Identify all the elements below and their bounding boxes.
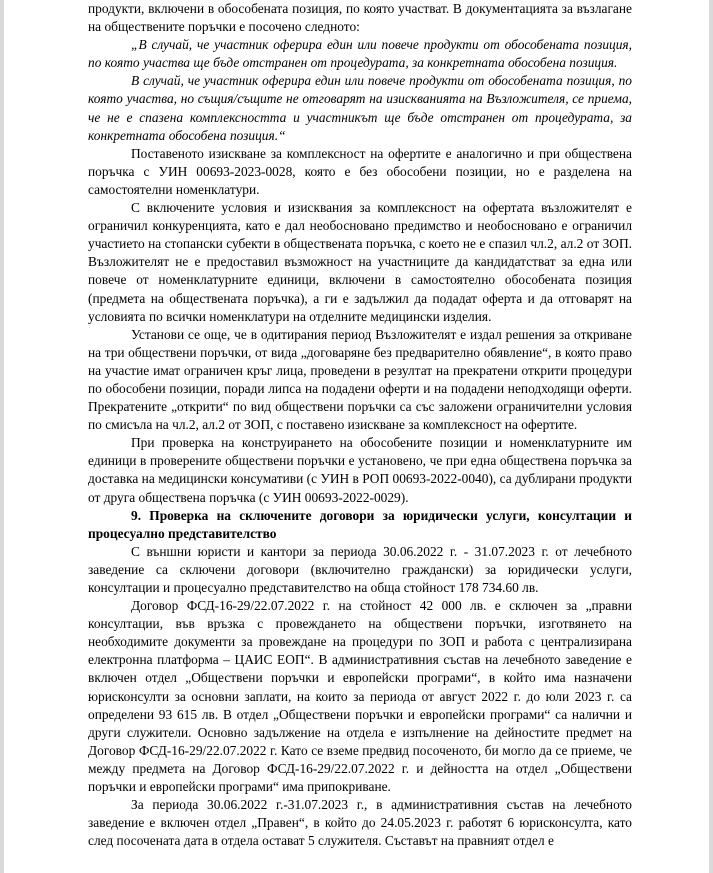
paragraph-external-lawyers: С външни юристи и кантори за периода 30.06.2022 г. - 31.07.2023 г. от лечебното заведение са сключени договори (включително граждански) за юридически услуги, консултации и процесуално представителство на обща стойност 178 734.60 лв. [88, 543, 632, 595]
paragraph-duplicated-products: При проверка на конструирането на обособените позиции и номенклатурните им единици в проверените обществени поръчки е установено, че при една обществена поръчка за доставка на медицински консумативи (с УИН в РОП 00693-2022-0040), са дублирани продукти от друга обществена поръчка (с УИН 00693-2022-0029). [88, 435, 633, 505]
paragraph-restricted-competition: С включените условия и изисквания за комплексност на офертата възложителят е ограничил конкуренцията, като е дал необосновано предимство и необосновано е ограничил участието на стопански субекти в обществената поръчка, с което не е спазил чл.2, ал.2 от ЗОП. Възложителят не е предоставил възможност на участниците да кандидатстват за една или повече от номенклатурните единици, включени в самостоятелно обособената позиция (предмета на обществената поръчка), а ги е задължил да подадат оферта и да отговарят на условията по всички номенклатури на отделните медицински изделия. [88, 200, 632, 324]
document-page [88, 0, 632, 850]
quoted-requirement-1: „В случай, че участник оферира един или повече продукти от обособената позиция, по която участва ще бъде отстранен от процедурата, за конкретната обособена позиция. [88, 37, 632, 71]
paragraph-legal-department: За периода 30.06.2022 г.-31.07.2023 г., в административния състав на лечебното заведение е включен отдел „Правен“, в който до 24.05.2023 г. работят 6 юрисконсулта, като след посочената дата в отдела остават 5 служителя. Съставът на правният отдел е [88, 797, 632, 849]
paragraph-negotiated-procedures: Установи се още, че в одитирания период Възложителят е издал решения за откриване на три обществени поръчки, от вида „договаряне без предварително обявление“, в която право на участие имат ограничен кръг лица, проведени в резултат на прекратени открити процедури по обособени позиции, поради липса на подадени оферти и на подадени неподходящи оферти. Прекратените „открити“ по вид обществени поръчки са със заложени ограничителни условия по смисъла на чл.2, ал.2 от ЗОП, с поставено изискване за комплексност на офертите. [88, 326, 632, 433]
paragraph-complexity-requirement: Поставеното изискване за комплексност на офертите е аналогично и при обществена поръчка с УИН 00693-2023-0028, която е без обособени позиции, но е разделена на самостоятелни номенклатури. [88, 145, 632, 197]
section-heading-9: 9. Проверка на сключените договори за юридически услуги, консултации и процесуално представителство [88, 507, 632, 541]
paragraph-contract-fsd: Договор ФСД-16-29/22.07.2022 г. на стойност 42 000 лв. е сключен за „правни консултации, във връзка с провеждането на обществени поръчки, изготвянето на необходимите документи за провеждане на процедури по ЗОП и работа с централизирана електронна платформа – ЦАИС ЕОП“. В административния състав на лечебното заведение е включен отдел „Обществени поръчки и европейски програми“, в който има назначени юрисконсулти за основни заплати, на които за периода от август 2022 г. до юли 2023 г. са определени 93 615 лв. В отдел „Обществени поръчки и европейски програми“ са налични и други служители. Основно задължение на отдела е изпълнение на дейностите предмет на Договор ФСД-16-29/22.07.2022 г. Като се вземе предвид посоченото, би могло да се приеме, че между предмета на Договор ФСД-16-29/22.07.2022 г. и дейността на отдел „Обществени поръчки и европейски програми“ има припокриване. [88, 598, 632, 795]
paragraph-continuation: продукти, включени в обособената позиция, по която участват. В документацията за възлагане на обществените поръчки е посочено следното: [88, 1, 632, 35]
right-window-edge [709, 0, 713, 873]
left-window-edge [0, 0, 4, 873]
quoted-requirement-2: В случай, че участник оферира един или повече продукти от обособената позиция, по която участва, но същия/същите не отговарят на изискванията на Възложителя, се приема, че не е спазена комплексността и участникът ще бъде отстранен от процедурата, за конкретната обособена позиция.“ [88, 73, 632, 143]
